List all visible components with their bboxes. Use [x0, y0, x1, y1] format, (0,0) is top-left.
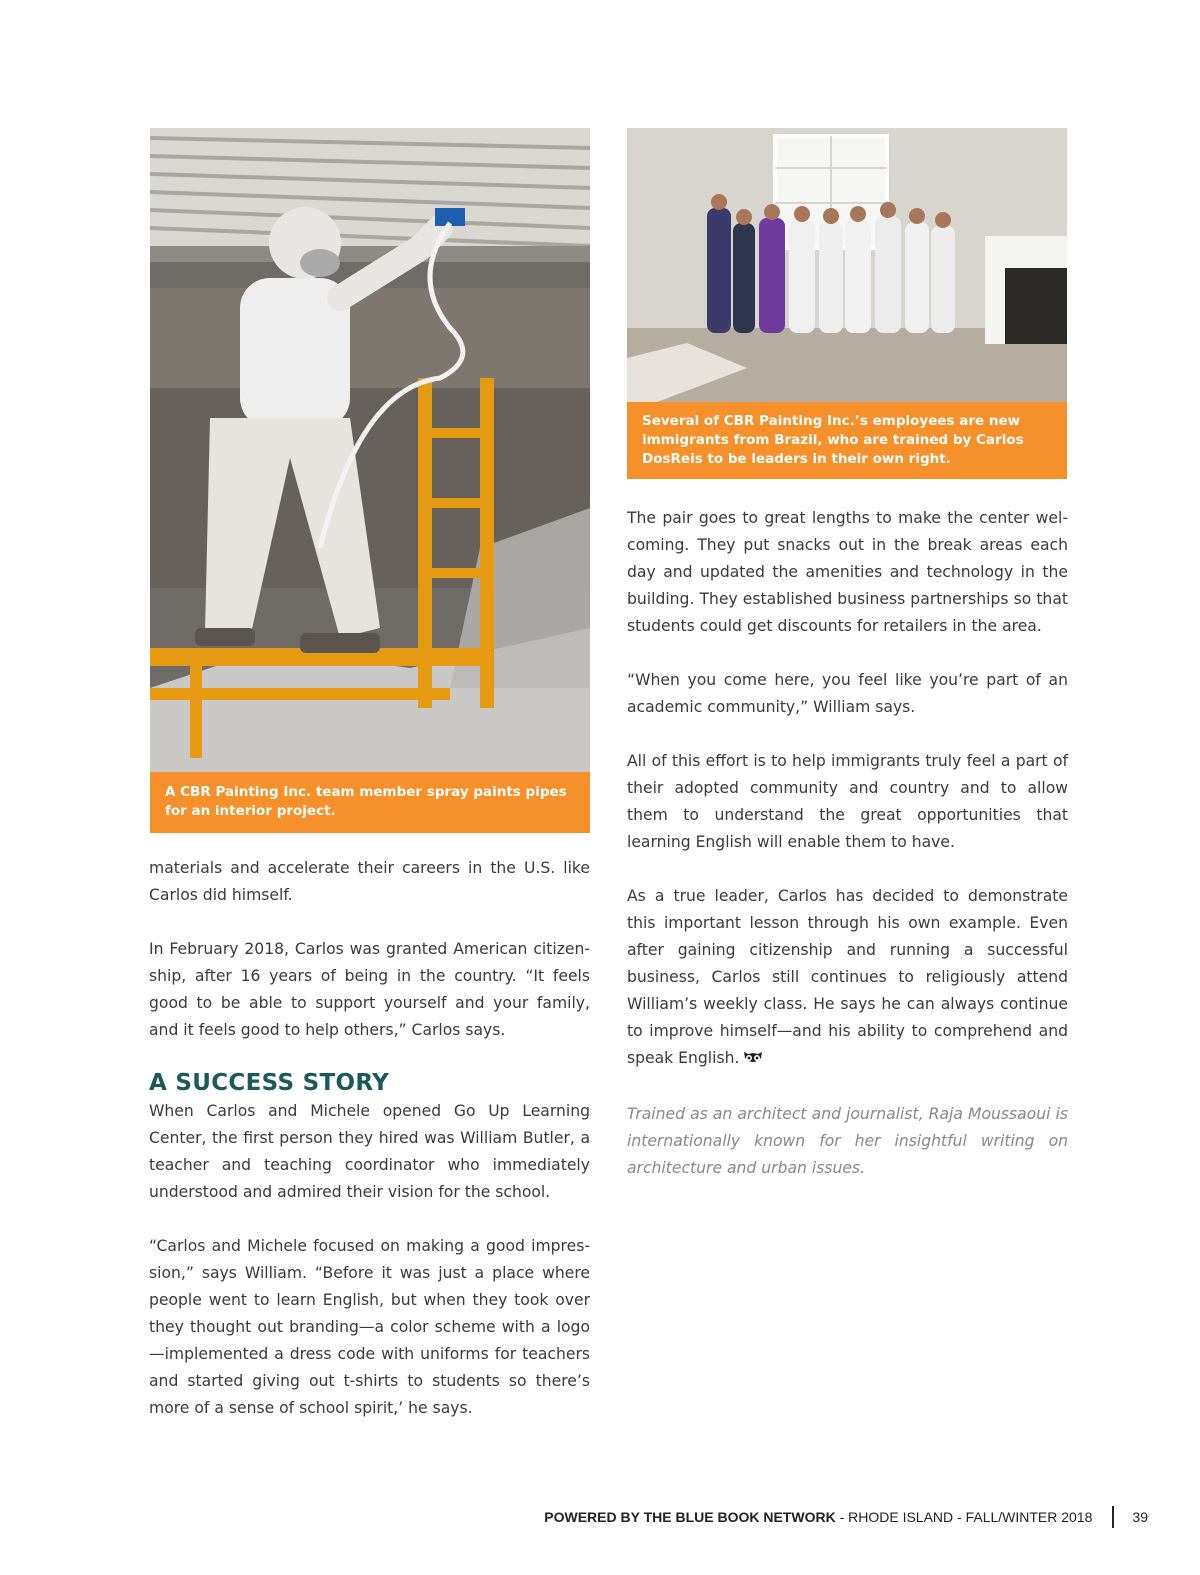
- page-footer: [544, 1506, 1148, 1528]
- left-photo-caption: [150, 772, 590, 833]
- right-column: [627, 505, 1068, 1182]
- body-paragraph: materials and accelerate their careers in the U.S. like Carlos did himself.: [149, 859, 590, 904]
- section-heading: A SUCCESS STORY: [149, 1070, 390, 1096]
- right-photo-caption: [627, 402, 1067, 479]
- body-paragraph: All of this effort is to help immigrants truly feel a part of their adopted community and country and to allow them to understand the great opportunities that learning English will enable them to have.: [627, 752, 1068, 851]
- footer-edition: - RHODE ISLAND - FALL/WINTER 2018: [835, 1509, 1093, 1525]
- body-paragraph: “Carlos and Michele focused on making a good impression,” says William. “Before it was just a place where people went to learn English, but when they took over they thought out branding—a color scheme with a logo—implemented a dress code with uniforms for teachers and started giving out t-shirts to students so there’s more of a sense of school spirit,’ he says.: [149, 1237, 590, 1417]
- photo-spray-painting: [150, 128, 590, 772]
- body-paragraph: The pair goes to great lengths to make the center welcoming. They put snacks out in the break areas each day and updated the amenities and technology in the building. They established business partnerships so that students could get discounts for retailers in the area.: [627, 509, 1068, 635]
- footer-brand: POWERED BY THE BLUE BOOK NETWORK: [544, 1509, 836, 1525]
- author-bio: Trained as an architect and journalist, Raja Moussaoui is internationally known for her insightful writing on architecture and urban issues.: [627, 1105, 1068, 1177]
- body-paragraph: When Carlos and Michele opened Go Up Learning Center, the first person they hired was William Butler, a teacher and teaching coordinator who immediately understood and admired their vision for the school.: [149, 1102, 590, 1201]
- right-photo-caption-text: Several of CBR Painting Inc.’s employees are new immigrants from Brazil, who are trained by Carlos DosReis to be leaders in their own right.: [642, 413, 1024, 467]
- page-number: 39: [1132, 1509, 1148, 1525]
- owl-icon: [743, 1047, 763, 1074]
- footer-divider: [1112, 1506, 1114, 1528]
- body-paragraph: In February 2018, Carlos was granted American citizenship, after 16 years of being in the country. “It feels good to be able to support yourself and your family, and it feels good to help others,” Carlos says.: [149, 940, 590, 1039]
- left-column: [149, 855, 590, 1422]
- body-paragraph-final: [627, 883, 1068, 1074]
- photo-team-group: [627, 128, 1067, 402]
- final-paragraph-text: As a true leader, Carlos has decided to demonstrate this important lesson through his own example. Even after gaining citizenship and running a successful business, Carlos still continues to religiously attend William’s weekly class. He says he can always continue to improve himself—and his ability to comprehend and speak English.: [627, 887, 1068, 1067]
- left-photo-caption-text: A CBR Painting Inc. team member spray paints pipes for an interior project.: [165, 784, 567, 819]
- body-paragraph: “When you come here, you feel like you’re part of an academic community,” William says.: [627, 671, 1068, 716]
